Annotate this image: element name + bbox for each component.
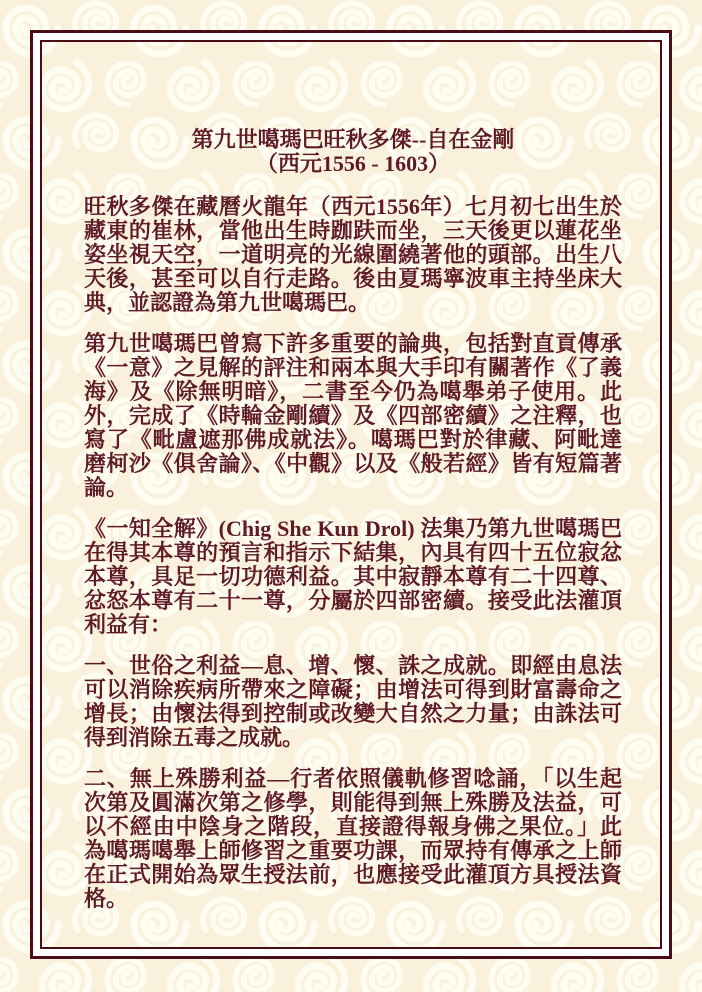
paragraph-birth: 旺秋多傑在藏曆火龍年（西元1556年）七月初七出生於藏東的崔林，當他出生時跏趺而坐，三天後更以蓮花坐姿坐視天空，一道明亮的光線圍繞著他的頭部。出生八天後，甚至可以自行走路。後由夏瑪寧波車主持坐床大典，並認證為第九世噶瑪巴。	[84, 194, 622, 315]
paragraph-writings: 第九世噶瑪巴曾寫下許多重要的論典，包括對直貢傳承《一意》之見解的評注和兩本與大手印有關著作《了義海》及《除無明暗》，二書至今仍為噶舉弟子使用。此外，完成了《時輪金剛續》及《四部密續》之注釋，也寫了《毗盧遮那佛成就法》。噶瑪巴對於律藏、阿毗達磨柯沙《俱舍論》、《中觀》以及《般若經》皆有短篇著論。	[84, 331, 622, 500]
paragraph-worldly-benefits: 一、世俗之利益—息、增、懷、誅之成就。即經由息法可以消除疾病所帶來之障礙；由增法可得到財富壽命之增長；由懷法得到控制或改變大自然之力量；由誅法可得到消除五毒之成就。	[84, 653, 622, 750]
paragraph-chig-she-kun-drol: 《一知全解》(Chig She Kun Drol) 法集乃第九世噶瑪巴在得其本尊的預言和指示下結集，內具有四十五位寂忿本尊，具足一切功德利益。其中寂靜本尊有二十四尊、忿怒本尊有二十一尊，分屬於四部密續。接受此法灌頂利益有：	[84, 516, 622, 637]
title-line-2: （西元1556 - 1603）	[255, 151, 451, 176]
title-line-1: 第九世噶瑪巴旺秋多傑--自在金剛	[191, 127, 515, 152]
paragraph-supreme-benefits: 二、無上殊勝利益—行者依照儀軌修習唸誦，「以生起次第及圓滿次第之修學，則能得到無上殊勝及法益，可以不經由中陰身之階段，直接證得報身佛之果位。」此為噶瑪噶舉上師修習之重要功課，而眾持有傳承之上師在正式開始為眾生授法前，也應接受此灌頂方具授法資格。	[84, 766, 622, 911]
document-content	[84, 128, 622, 911]
document-title	[84, 128, 622, 176]
